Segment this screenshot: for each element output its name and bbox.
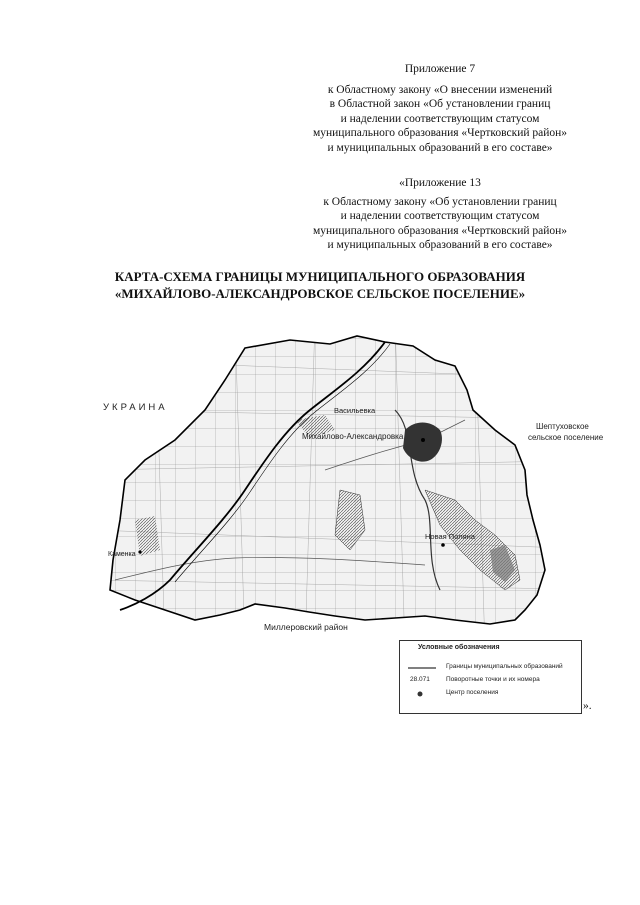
border-line-icon — [408, 663, 436, 673]
appendix-13-line: к Областному закону «Об установлении границ — [323, 195, 557, 208]
appendix-13-line: муниципального образования «Чертковский район» — [312, 224, 568, 237]
map-legend — [399, 640, 582, 714]
legend-points-label: Поворотные точки и их номера — [446, 676, 540, 683]
title-line-2: «МИХАЙЛОВО-АЛЕКСАНДРОВСКОЕ СЕЛЬСКОЕ ПОСЕЛЕНИЕ» — [114, 286, 526, 301]
appendix-13-line: «Приложение 13 — [399, 177, 481, 189]
appendix-7-line: Приложение 7 — [404, 63, 476, 75]
settlement-novaya-label: Новая Поляна — [425, 532, 475, 541]
appendix-13-header — [240, 176, 640, 253]
settlement-mikhailovo-label: Михайлово-Александровка — [302, 432, 404, 441]
appendix-13-line: и муниципальных образований в его составе» — [327, 239, 553, 251]
appendix-7-line: и муниципальных образований в его составе» — [327, 141, 553, 154]
boundary-map — [95, 320, 615, 650]
legend-title: Условные обозначения — [418, 644, 500, 651]
title-line-1: КАРТА-СХЕМА ГРАНИЦЫ МУНИЦИПАЛЬНОГО ОБРАЗОВАНИЯ — [114, 269, 526, 284]
point-code-sample: 28.071 — [410, 676, 430, 683]
legend-row-points — [400, 676, 581, 686]
appendix-7-header — [240, 62, 640, 155]
settlement-kamenka-label: Каменка — [108, 551, 136, 558]
appendix-7-line: и наделении соответствующим статусом — [340, 112, 540, 125]
legend-row-center — [400, 689, 581, 699]
settlement-center-icon — [408, 689, 436, 699]
ukraine-label: УКРАИНА — [103, 402, 168, 413]
closing-quote: ». — [583, 700, 592, 712]
legend-border-label: Границы муниципальных образований — [446, 663, 563, 670]
appendix-7-line: в Областной закон «Об установлении границ — [329, 98, 551, 110]
legend-center-label: Центр поселения — [446, 689, 499, 696]
millerovo-district-label: Миллеровский район — [264, 622, 348, 632]
shepukhovskoe-label-line2: сельское поселение — [528, 433, 604, 442]
shepukhovskoe-label-line1: Шептуховское — [536, 422, 589, 431]
legend-row-border — [400, 663, 581, 673]
appendix-13-line: и наделении соответствующим статусом — [340, 210, 540, 222]
document-title — [0, 268, 640, 302]
settlement-vasilevka-label: Васильевка — [334, 406, 376, 415]
appendix-7-line: к Областному закону «О внесении изменений — [327, 83, 553, 96]
appendix-7-line: муниципального образования «Чертковский район» — [312, 127, 568, 139]
